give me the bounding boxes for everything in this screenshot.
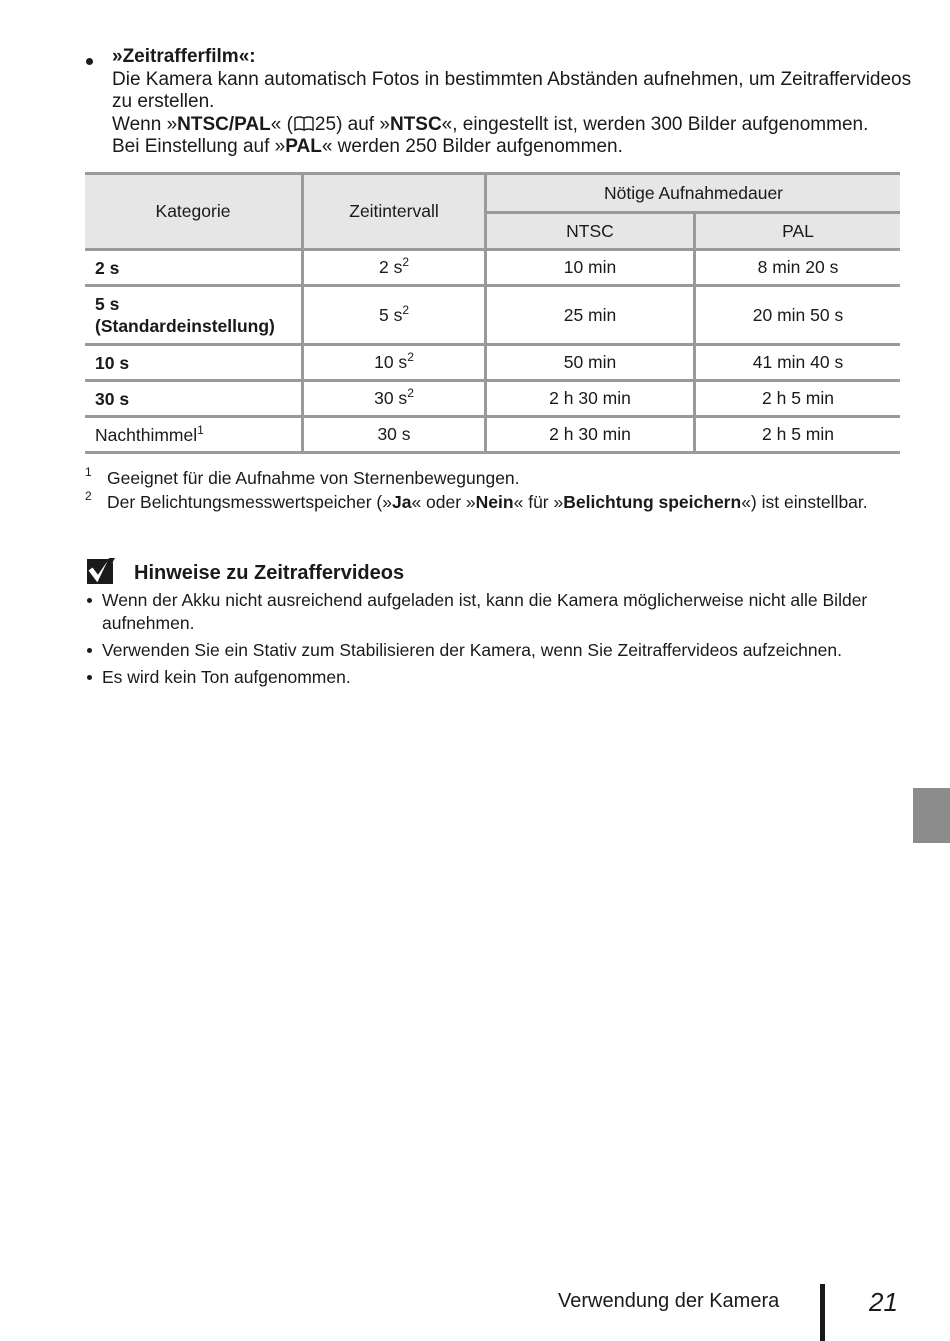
cell-ntsc: 25 min (486, 286, 695, 345)
cell-kategorie (85, 286, 303, 345)
pal-term: PAL (285, 136, 322, 157)
text-fragment: « ( (270, 113, 293, 135)
footnote-text: Geeignet für die Aufnahme von Sternenbewegungen. (107, 468, 520, 488)
bullet (87, 598, 92, 603)
list-item-text: Es wird kein Ton aufgenommen. (102, 667, 351, 687)
footer-section-title: Verwendung der Kamera (558, 1290, 780, 1312)
cell-ntsc: 50 min (486, 345, 695, 381)
cell-ntsc: 10 min (486, 250, 695, 286)
ja-term: Ja (391, 492, 412, 512)
interval-value: 2 s (378, 257, 403, 277)
kategorie-value: Nachthimmel (95, 424, 198, 445)
page-reference[interactable]: 25 (314, 113, 337, 135)
list-item (85, 589, 895, 635)
footnote-ref: 2 (402, 302, 410, 317)
header-ntsc: NTSC (486, 213, 695, 250)
intro-paragraph (112, 46, 912, 159)
intro-heading: »Zeitrafferfilm«: (112, 46, 256, 67)
interval-table (85, 172, 900, 454)
footnote-1 (85, 466, 915, 490)
text-fragment: « für » (513, 492, 564, 512)
cell-pal: 8 min 20 s (757, 257, 839, 277)
footnote-ref: 2 (407, 350, 414, 365)
list-item (85, 666, 895, 689)
footnote-ref: 2 (402, 255, 410, 270)
ntsc-term: NTSC (389, 113, 442, 135)
interval-value: 5 s (378, 304, 403, 325)
page-number: 21 (869, 1287, 898, 1317)
cell-pal: 2 h 5 min (762, 388, 834, 408)
footnotes (85, 466, 915, 514)
text-fragment: ) auf » (336, 113, 390, 135)
cell-interval: 30 s (303, 417, 486, 453)
table-row (85, 345, 900, 381)
text-fragment: Der Belichtungsmesswertspeicher (» (107, 492, 392, 512)
text-fragment: «) ist einstellbar. (741, 492, 868, 512)
cell-interval (303, 250, 486, 286)
text-fragment: « werden 250 Bilder aufgenommen. (321, 136, 623, 157)
kategorie-value: 5 s (95, 294, 120, 314)
book-reference-icon (294, 116, 314, 132)
belichtung-speichern-term: Belichtung speichern (563, 492, 742, 512)
cell-kategorie: 10 s (85, 345, 303, 381)
cell-ntsc: 2 h 30 min (486, 381, 695, 417)
footnote-number: 2 (85, 489, 92, 503)
table-row (85, 417, 900, 453)
footnote-2 (85, 490, 915, 514)
cell-interval (303, 345, 486, 381)
header-dauer: Nötige Aufnahmedauer (486, 174, 901, 213)
kategorie-subtext: (Standardeinstellung) (95, 316, 275, 336)
note-list (85, 589, 895, 693)
footer-divider (820, 1284, 825, 1341)
cell-interval (303, 286, 486, 345)
table-row (85, 250, 900, 286)
cell-ntsc: 2 h 30 min (486, 417, 695, 453)
text-fragment: Bei Einstellung auf » (112, 136, 286, 157)
bullet (87, 648, 92, 653)
text-fragment: Wenn » (112, 113, 178, 135)
cell-pal: 41 min 40 s (752, 352, 844, 372)
text-fragment: « oder » (411, 492, 476, 512)
list-item-text: Wenn der Akku nicht ausreichend aufgeladen ist, kann die Kamera möglicherweise nicht alle Bilder aufnehmen. (102, 590, 868, 633)
intro-line-1: Die Kamera kann automatisch Fotos in bestimmten Abständen aufnehmen, um Zeitraffervideos zu erstellen. (112, 68, 912, 112)
cell-kategorie: 2 s (85, 250, 303, 286)
table-row (85, 381, 900, 417)
header-zeitintervall: Zeitintervall (303, 174, 486, 250)
cell-pal: 20 min 50 s (752, 304, 844, 325)
interval-value: 10 s (374, 352, 408, 372)
nein-term: Nein (475, 492, 514, 512)
checkmark-icon (87, 556, 117, 586)
cell-kategorie: 30 s (85, 381, 303, 417)
note-title: Hinweise zu Zeitraffervideos (134, 562, 405, 584)
list-item-text: Verwenden Sie ein Stativ zum Stabilisieren der Kamera, wenn Sie Zeitraffervideos aufzeichnen. (102, 640, 842, 660)
footnote-ref: 1 (197, 422, 204, 437)
text-fragment: «, eingestellt ist, werden 300 Bilder aufgenommen. (441, 113, 869, 135)
cell-kategorie (85, 417, 303, 453)
interval-value: 30 s (374, 388, 408, 408)
cell-interval (303, 381, 486, 417)
intro-bullet (86, 58, 93, 65)
header-pal: PAL (695, 213, 901, 250)
cell-pal: 2 h 5 min (762, 424, 834, 444)
table-row (85, 286, 900, 345)
footnote-number: 1 (85, 465, 92, 479)
bullet (87, 675, 92, 680)
list-item (85, 639, 895, 662)
intro-line-2 (112, 114, 912, 137)
header-kategorie: Kategorie (85, 174, 303, 250)
footnote-ref: 2 (407, 386, 414, 401)
intro-line-3 (112, 136, 912, 159)
ntsc-pal-term: NTSC/PAL (177, 113, 271, 135)
section-side-tab[interactable] (913, 788, 950, 843)
